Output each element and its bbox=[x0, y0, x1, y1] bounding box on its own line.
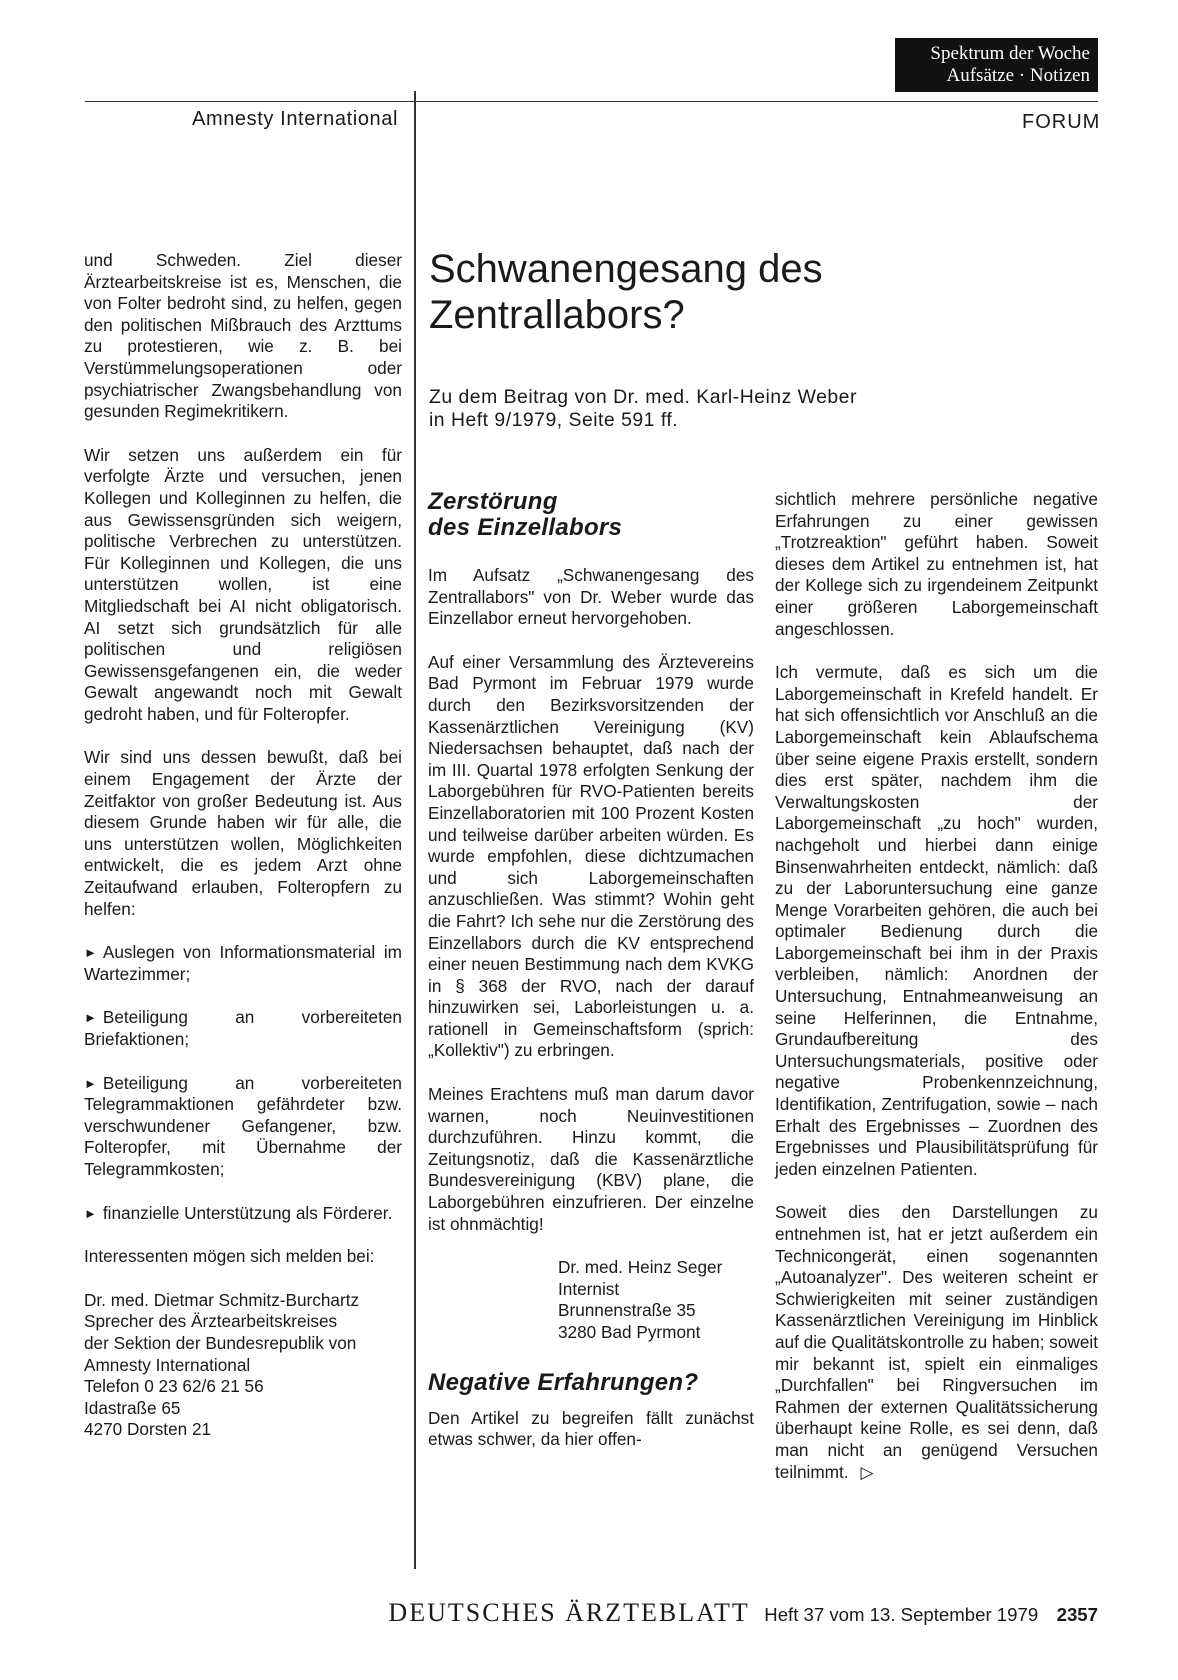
journal-name: DEUTSCHES ÄRZTEBLATT bbox=[388, 1598, 750, 1627]
page-footer bbox=[0, 1598, 1098, 1628]
headline-line-2: Zentrallabors? bbox=[429, 293, 685, 337]
address-line: Sprecher des Ärztearbeitskreises bbox=[84, 1311, 338, 1332]
signature-line: 3280 Bad Pyrmont bbox=[558, 1322, 701, 1342]
column-divider bbox=[414, 91, 416, 1569]
bullet-text: Beteiligung an vorbereiteten Briefaktionen; bbox=[84, 1007, 402, 1049]
letter-signature bbox=[558, 1257, 754, 1343]
right-paragraph-3 bbox=[775, 1202, 1098, 1483]
subheading-1-line-1: Zerstörung bbox=[428, 488, 558, 515]
signature-line: Dr. med. Heinz Seger bbox=[558, 1257, 723, 1278]
subheading-1 bbox=[428, 489, 754, 541]
bullet-arrow-icon: ► bbox=[84, 945, 97, 961]
address-line: Idastraße 65 bbox=[84, 1397, 181, 1418]
signature-line: Brunnenstraße 35 bbox=[558, 1300, 696, 1321]
bullet-item bbox=[84, 1007, 402, 1050]
continue-arrow-icon: ▷ bbox=[860, 1461, 874, 1482]
badge-line-2: Aufsätze · Notizen bbox=[946, 65, 1090, 86]
bullet-arrow-icon: ► bbox=[84, 1205, 97, 1221]
intro-line-1: Zu dem Beitrag von Dr. med. Karl-Heinz Weber bbox=[429, 386, 857, 408]
page-number: 2357 bbox=[1056, 1604, 1098, 1625]
mid-paragraph-4: Den Artikel zu begreifen fällt zunächst etwas schwer, da hier offen- bbox=[428, 1407, 754, 1450]
bullet-item bbox=[84, 1073, 402, 1181]
right-column bbox=[775, 489, 1098, 1483]
bullet-arrow-icon: ► bbox=[84, 1075, 97, 1091]
right-paragraph-3-text: Soweit dies den Darstellungen zu entnehmen ist, hat er jetzt außerdem ein Technicongerät, einen sogenannten „Autoanalyzer". Des weiteren scheint er Schwierigkeiten mit seiner zuständigen Kassenärztlichen Vereinigung im Hinblick auf die Qualitätskontrolle zu haben; soweit mir bekannt ist, spielt ein einmaliges „Durchfallen" bei Ringversuchen im Rahmen der externen Qualitätssicherung überhaupt keine Rolle, es sei denn, daß man nicht an genügend Versuchen teilnimmt. bbox=[775, 1202, 1098, 1482]
address-line: Amnesty International bbox=[84, 1354, 251, 1375]
subheading-1-line-2: des Einzellabors bbox=[428, 514, 623, 541]
address-line: Telefon 0 23 62/6 21 56 bbox=[84, 1376, 264, 1397]
bullet-text: Auslegen von Informationsmaterial im Wartezimmer; bbox=[84, 942, 402, 984]
intro-line-2: in Heft 9/1979, Seite 591 ff. bbox=[429, 409, 679, 431]
address-line: 4270 Dorsten 21 bbox=[84, 1419, 212, 1440]
badge-line-1: Spektrum der Woche bbox=[930, 43, 1090, 64]
section-badge bbox=[895, 38, 1098, 92]
bullet-item bbox=[84, 1203, 402, 1225]
address-line: Dr. med. Dietmar Schmitz-Burchartz bbox=[84, 1289, 360, 1310]
mid-paragraph-2: Auf einer Versammlung des Ärztevereins Bad Pyrmont im Februar 1979 wurde durch den Bezirksvorsitzenden der Kassenärztlichen Vereinigung (KV) Niedersachsen behauptet, daß nach der im III. Quartal 1978 erfolgten Senkung der Laborgebühren für RVO-Patienten bereits Einzellaboratorien mit 100 Prozent Kosten und teilweise darüber arbeiten würden. Es wurde empfohlen, diese dichtzumachen und sich Laborgemeinschaften anzuschließen. Was stimmt? Wohin geht die Fahrt? Ich sehe nur die Zerstörung des Einzellabors durch die KV entsprechend einer neuen Bestimmung nach dem KVKG in § 368 der RVO, nach der darauf hinzuwirken sei, Laborleistungen u. a. rationell in Gemeinschaftsform (sprich: „Kollektiv") zu erbringen. bbox=[428, 651, 754, 1061]
subheading-2: Negative Erfahrungen? bbox=[428, 1368, 699, 1396]
bullet-arrow-icon: ► bbox=[84, 1010, 97, 1026]
middle-column bbox=[428, 489, 754, 1451]
article-intro bbox=[429, 386, 857, 432]
section-label-left: Amnesty International bbox=[192, 108, 399, 130]
right-paragraph-2: Ich vermute, daß es sich um die Laborgemeinschaft in Krefeld handelt. Er hat sich offensichtlich vor Anschluß an die Laborgemeinschaft kein Ablaufschema über seine eigene Praxis erstellt, sondern dies erst später, nachdem ihm die Verwaltungskosten der Laborgemeinschaft „zu hoch" wurden, nachgeholt und hierbei dann einige Binsenwahrheiten entdeckt, nämlich: daß zu der Laboruntersuchung eine ganze Menge Vorarbeiten gehören, die auch bei optimaler Bedienung durch die Laborgemeinschaft bei ihm in der Praxis verbleiben, nämlich: Anordnen der Untersuchung, Entnahmeanweisung an seine Helferinnen, die Entnahme, Grundaufbereitung des Untersuchungsmaterials, positive oder negative Probenkennzeichnung, Identifikation, Zentrifugation, sowie – nach Erhalt des Ergebnisses – Zuordnen des Ergebnisses und Plausibilitätsprüfung für jeden einzelnen Patienten. bbox=[775, 662, 1098, 1179]
contact-address bbox=[84, 1290, 402, 1441]
bullet-text: finanzielle Unterstützung als Förderer. bbox=[102, 1202, 393, 1223]
address-line: der Sektion der Bundesrepublik von bbox=[84, 1332, 357, 1353]
section-label-right: FORUM bbox=[1022, 111, 1101, 133]
issue-info: Heft 37 vom 13. September 1979 bbox=[764, 1604, 1039, 1625]
mid-paragraph-1: Im Aufsatz „Schwanengesang des Zentrallabors" von Dr. Weber wurde das Einzellabor erneut hervorgehoben. bbox=[428, 565, 754, 629]
right-paragraph-1: sichtlich mehrere persönliche negative Erfahrungen zu einer gewissen „Trotzreaktion" geführt haben. Soweit dieses dem Artikel zu entnehmen ist, hat der Kollege sich zu irgendeinem Zeitpunkt einer größeren Laborgemeinschaft angeschlossen. bbox=[775, 489, 1098, 639]
header-rule bbox=[85, 101, 1098, 102]
signature-line: Internist bbox=[558, 1278, 620, 1299]
left-paragraph-1: und Schweden. Ziel dieser Ärztearbeitskreise ist es, Menschen, die von Folter bedroht sind, zu helfen, gegen den politischen Mißbrauch des Arzttums zu protestieren, wie z. B. bei Verstümmelungsoperationen oder psychiatrischer Zwangsbehandlung von gesunden Regimekritikern. bbox=[84, 250, 402, 422]
headline-line-1: Schwanengesang des bbox=[429, 247, 823, 291]
left-paragraph-2: Wir setzen uns außerdem ein für verfolgte Ärzte und versuchen, jenen Kollegen und Kolleginnen zu helfen, die aus Gewissensgründen sich weigern, politische Verbrechen zu unterstützen. Für Kolleginnen und Kollegen, die uns unterstützen wollen, ist eine Mitgliedschaft bei AI nicht obligatorisch. AI setzt sich grundsätzlich für alle politischen und religiösen Gewissensgefangenen ein, die weder Gewalt angewandt noch mit Gewalt gedroht haben, und für Folteropfer. bbox=[84, 444, 402, 724]
article-headline bbox=[429, 246, 823, 338]
bullet-text: Beteiligung an vorbereiteten Telegrammaktionen gefährdeter bzw. verschwundener Gefangener, bzw. Folteropfer, mit Übernahme der Telegrammkosten; bbox=[84, 1072, 402, 1179]
left-paragraph-3: Wir sind uns dessen bewußt, daß bei einem Engagement der Ärzte der Zeitfaktor von großer Bedeutung ist. Aus diesem Grunde haben wir für alle, die uns unterstützen wollen, Möglichkeiten entwickelt, die es jedem Arzt ohne Zeitaufwand erlauben, Folteropfern zu helfen: bbox=[84, 747, 402, 919]
mid-paragraph-3: Meines Erachtens muß man darum davor warnen, noch Neuinvestitionen durchzuführen. Hinzu kommt, die Zeitungsnotiz, daß die Kassenärztliche Bundesvereinigung (KBV) plane, die Laborgebühren einzufrieren. Der einzelne ist ohnmächtig! bbox=[428, 1084, 754, 1234]
left-paragraph-4: Interessenten mögen sich melden bei: bbox=[84, 1246, 375, 1267]
bullet-item bbox=[84, 942, 402, 985]
left-column bbox=[84, 250, 402, 1441]
